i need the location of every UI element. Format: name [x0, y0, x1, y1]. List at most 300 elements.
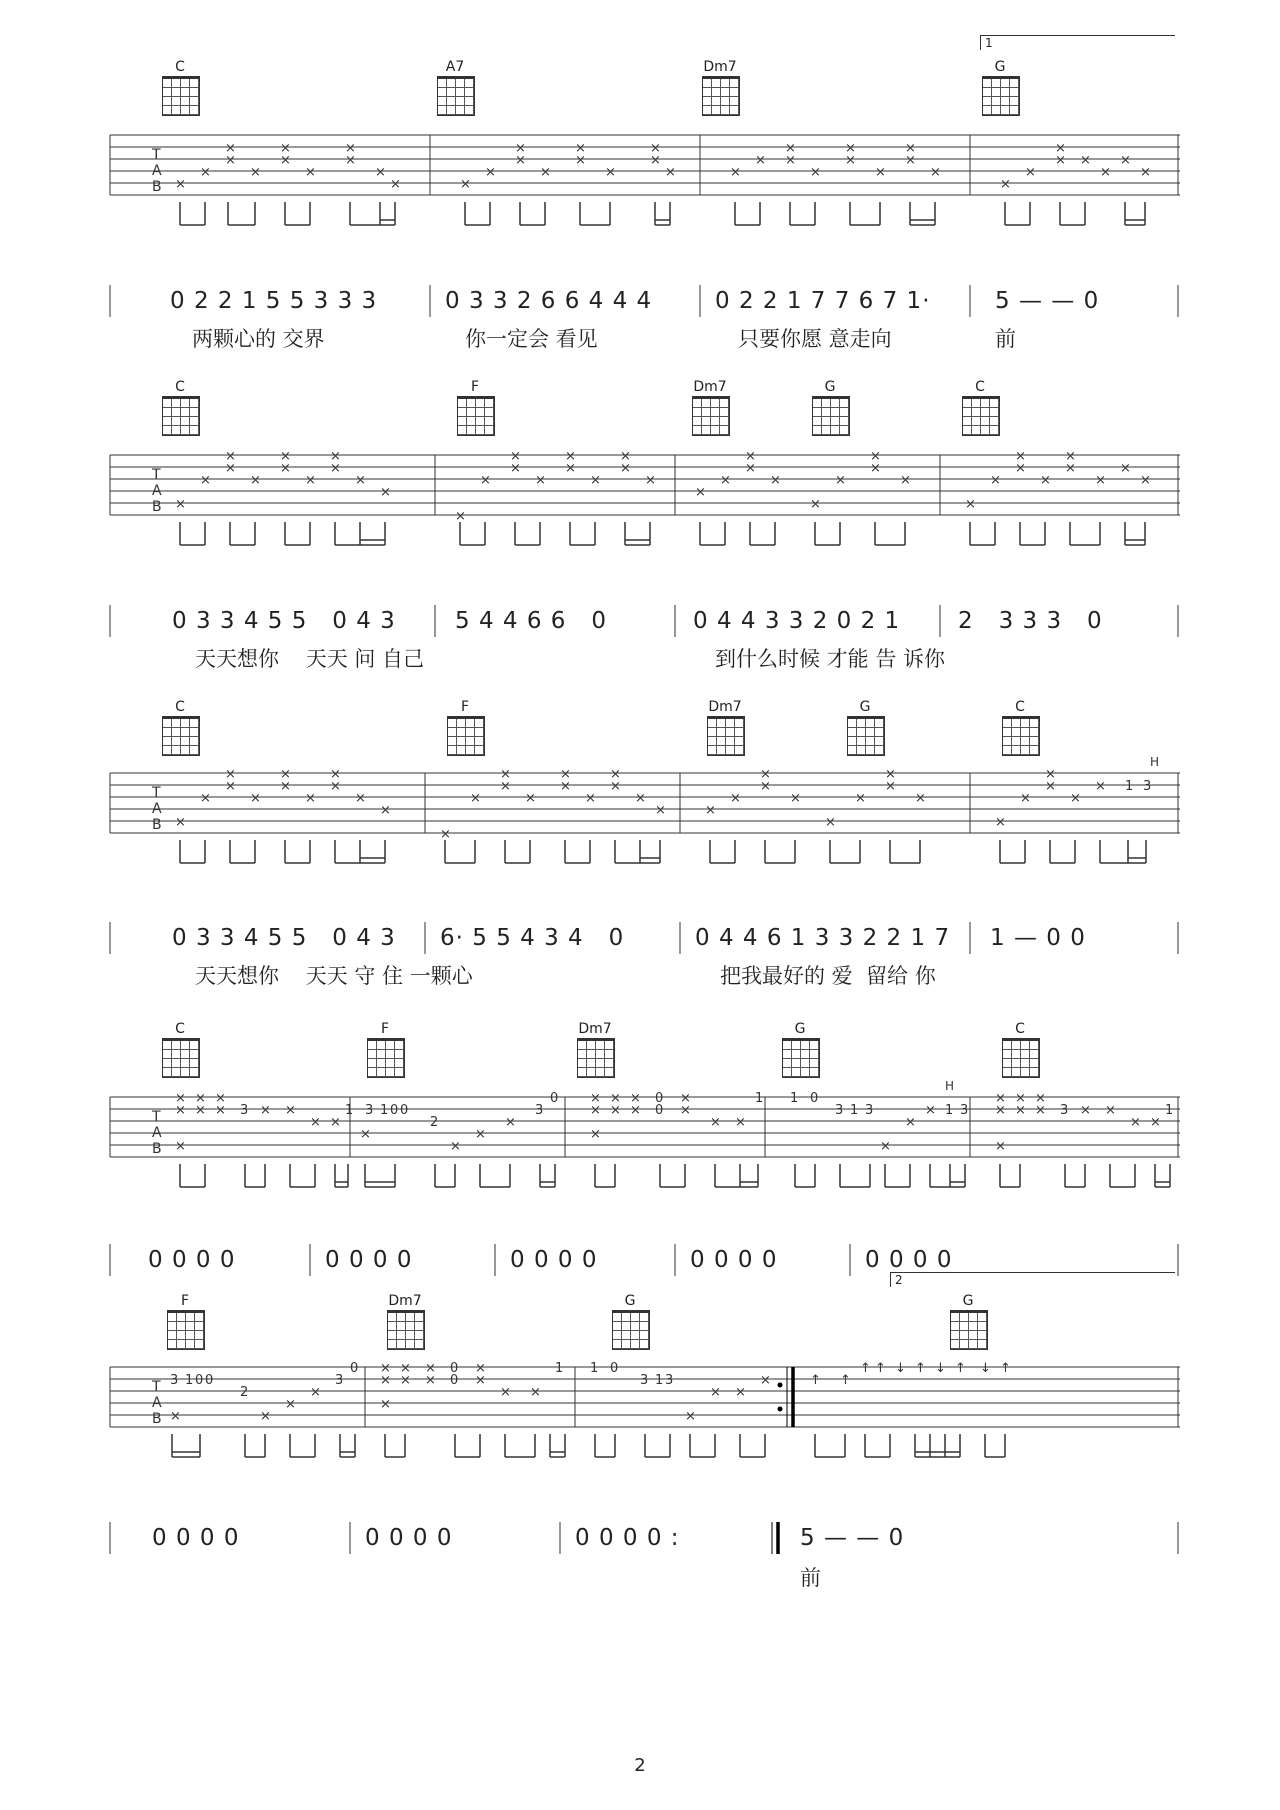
- svg-text:×: ×: [870, 449, 881, 464]
- svg-text:×: ×: [845, 141, 856, 156]
- svg-text:×: ×: [810, 497, 821, 512]
- svg-text:↑: ↑: [860, 1361, 871, 1376]
- chord-diagram: C: [990, 698, 1050, 716]
- svg-text:×: ×: [380, 803, 391, 818]
- svg-text:×: ×: [585, 791, 596, 806]
- svg-text:×: ×: [745, 449, 756, 464]
- svg-text:×: ×: [390, 177, 401, 192]
- svg-text:×: ×: [175, 1103, 186, 1118]
- svg-text:×: ×: [305, 791, 316, 806]
- tab-staff: [110, 450, 1180, 565]
- svg-text:×: ×: [720, 473, 731, 488]
- svg-text:×: ×: [645, 473, 656, 488]
- tab-staff: [110, 1362, 1180, 1477]
- svg-text:A: A: [152, 801, 162, 817]
- svg-text:×: ×: [590, 1103, 601, 1118]
- svg-text:×: ×: [1025, 165, 1036, 180]
- svg-text:1: 1: [850, 1103, 859, 1118]
- svg-text:3: 3: [335, 1373, 344, 1388]
- svg-text:×: ×: [630, 1091, 641, 1106]
- svg-text:×: ×: [425, 1361, 436, 1376]
- chord-grid: [367, 1038, 405, 1078]
- svg-text:×: ×: [1080, 1103, 1091, 1118]
- svg-text:×: ×: [575, 153, 586, 168]
- svg-text:×: ×: [280, 153, 291, 168]
- measure: 0 4 4 6 1 3 3 2 2 1 7: [695, 925, 951, 951]
- chord-grid: [782, 1038, 820, 1078]
- tab-staff: [110, 755, 1180, 883]
- chord-grid: [447, 716, 485, 756]
- svg-text:B: B: [152, 499, 162, 515]
- svg-text:×: ×: [345, 141, 356, 156]
- svg-text:×: ×: [560, 767, 571, 782]
- svg-text:×: ×: [500, 767, 511, 782]
- svg-text:1: 1: [380, 1103, 389, 1118]
- svg-text:×: ×: [285, 1103, 296, 1118]
- svg-text:T: T: [152, 785, 161, 801]
- lyric: 到什么时候 才能 告 诉你: [715, 647, 946, 671]
- svg-text:×: ×: [380, 1397, 391, 1412]
- svg-text:×: ×: [1065, 461, 1076, 476]
- svg-text:×: ×: [500, 779, 511, 794]
- svg-text:×: ×: [260, 1409, 271, 1424]
- svg-text:×: ×: [225, 153, 236, 168]
- svg-text:A: A: [152, 1395, 162, 1411]
- svg-text:×: ×: [280, 779, 291, 794]
- svg-text:×: ×: [330, 779, 341, 794]
- measure: 0 0 0 0: [148, 1247, 236, 1273]
- hammer-on-mark: H: [945, 1079, 955, 1093]
- measure: 0 2 2 1 7 7 6 7 1·: [715, 288, 931, 314]
- svg-text:×: ×: [770, 473, 781, 488]
- svg-text:×: ×: [175, 815, 186, 830]
- svg-text:×: ×: [870, 461, 881, 476]
- svg-text:1: 1: [345, 1103, 354, 1118]
- svg-text:×: ×: [455, 509, 466, 524]
- svg-text:×: ×: [1150, 1115, 1161, 1130]
- svg-text:×: ×: [515, 153, 526, 168]
- lyrics-line: [110, 643, 1180, 673]
- svg-text:×: ×: [285, 1397, 296, 1412]
- svg-text:3: 3: [665, 1373, 674, 1388]
- svg-text:×: ×: [1020, 791, 1031, 806]
- svg-text:×: ×: [880, 1139, 891, 1154]
- svg-text:×: ×: [460, 177, 471, 192]
- chord-grid: [162, 1038, 200, 1078]
- svg-text:1: 1: [1165, 1103, 1174, 1118]
- svg-text:×: ×: [200, 791, 211, 806]
- measure: 0 0 0 0: [365, 1525, 453, 1551]
- svg-text:×: ×: [250, 165, 261, 180]
- chord-diagram: C: [950, 378, 1010, 396]
- svg-text:×: ×: [630, 1103, 641, 1118]
- lyric: 天天想你 天天 问 自己: [195, 647, 425, 671]
- chord-diagram: Dm7: [680, 378, 740, 396]
- numbered-notation: [110, 1522, 1180, 1554]
- svg-text:×: ×: [1015, 449, 1026, 464]
- chord-diagram: G: [600, 1292, 660, 1310]
- svg-text:×: ×: [905, 1115, 916, 1130]
- numbered-notation: [110, 605, 1180, 637]
- svg-text:×: ×: [760, 779, 771, 794]
- svg-text:×: ×: [225, 461, 236, 476]
- svg-text:×: ×: [635, 791, 646, 806]
- svg-text:×: ×: [330, 767, 341, 782]
- measure: 0 3 3 4 5 5 0 4 3: [172, 925, 396, 951]
- numbered-notation: [110, 285, 1180, 317]
- svg-text:0: 0: [550, 1091, 559, 1106]
- svg-text:×: ×: [560, 779, 571, 794]
- chord-grid: [162, 396, 200, 436]
- svg-text:3: 3: [640, 1373, 649, 1388]
- svg-text:×: ×: [510, 461, 521, 476]
- svg-text:×: ×: [1120, 461, 1131, 476]
- svg-text:3: 3: [960, 1103, 969, 1118]
- svg-text:×: ×: [225, 779, 236, 794]
- svg-text:A: A: [152, 1125, 162, 1141]
- svg-text:×: ×: [1045, 779, 1056, 794]
- svg-text:×: ×: [400, 1361, 411, 1376]
- svg-text:×: ×: [590, 1091, 601, 1106]
- svg-text:×: ×: [1140, 473, 1151, 488]
- svg-text:2: 2: [430, 1115, 439, 1130]
- svg-text:1: 1: [185, 1373, 194, 1388]
- svg-text:3: 3: [170, 1373, 179, 1388]
- svg-text:×: ×: [505, 1115, 516, 1130]
- chord-diagram: A7: [425, 58, 485, 76]
- svg-text:×: ×: [685, 1409, 696, 1424]
- svg-text:×: ×: [440, 827, 451, 842]
- chord-diagram: Dm7: [375, 1292, 435, 1310]
- svg-text:×: ×: [845, 153, 856, 168]
- measure: 0 0 0 0: [865, 1247, 953, 1273]
- svg-text:T: T: [152, 467, 161, 483]
- svg-text:×: ×: [195, 1091, 206, 1106]
- chord-grid: [162, 716, 200, 756]
- svg-text:↑: ↑: [875, 1361, 886, 1376]
- svg-text:×: ×: [565, 461, 576, 476]
- chord-diagram: F: [445, 378, 505, 396]
- lyric: 前: [800, 1566, 821, 1590]
- svg-text:↑: ↑: [915, 1361, 926, 1376]
- svg-text:×: ×: [995, 1103, 1006, 1118]
- svg-text:×: ×: [1045, 767, 1056, 782]
- svg-text:×: ×: [195, 1103, 206, 1118]
- svg-text:×: ×: [310, 1115, 321, 1130]
- svg-text:B: B: [152, 817, 162, 833]
- svg-text:×: ×: [1100, 165, 1111, 180]
- chord-grid: [437, 76, 475, 116]
- measure: 2 3 3 3 0: [958, 608, 1103, 634]
- tab-staff: [110, 1079, 1180, 1207]
- chord-diagram: Dm7: [695, 698, 755, 716]
- svg-text:×: ×: [885, 779, 896, 794]
- svg-text:×: ×: [785, 141, 796, 156]
- measure: 0 2 2 1 5 5 3 3 3: [170, 288, 378, 314]
- chord-grid: [1002, 716, 1040, 756]
- chord-diagram: G: [970, 58, 1030, 76]
- lyrics-line: [110, 323, 1180, 353]
- svg-text:×: ×: [280, 767, 291, 782]
- svg-text:0: 0: [450, 1361, 459, 1376]
- svg-text:×: ×: [710, 1385, 721, 1400]
- svg-text:×: ×: [1120, 153, 1131, 168]
- svg-text:×: ×: [1080, 153, 1091, 168]
- svg-text:×: ×: [905, 153, 916, 168]
- chord-grid: [457, 396, 495, 436]
- svg-text:×: ×: [1130, 1115, 1141, 1130]
- measure: 5 — — 0: [800, 1525, 905, 1551]
- svg-text:×: ×: [735, 1115, 746, 1130]
- page-number: 2: [634, 1755, 646, 1776]
- svg-text:↑: ↑: [810, 1373, 821, 1388]
- svg-text:B: B: [152, 1141, 162, 1157]
- chord-diagram: C: [150, 1020, 210, 1038]
- svg-text:×: ×: [1095, 473, 1106, 488]
- chord-diagram: F: [435, 698, 495, 716]
- svg-text:×: ×: [475, 1373, 486, 1388]
- chord-diagram: C: [150, 698, 210, 716]
- svg-text:×: ×: [680, 1091, 691, 1106]
- svg-text:×: ×: [655, 803, 666, 818]
- chord-grid: [962, 396, 1000, 436]
- svg-text:0: 0: [350, 1361, 359, 1376]
- svg-text:×: ×: [730, 165, 741, 180]
- svg-text:×: ×: [200, 165, 211, 180]
- svg-text:×: ×: [1065, 449, 1076, 464]
- svg-text:1: 1: [590, 1361, 599, 1376]
- svg-text:×: ×: [500, 1385, 511, 1400]
- svg-text:×: ×: [225, 767, 236, 782]
- measure: 5 — — 0: [995, 288, 1100, 314]
- chord-grid: [702, 76, 740, 116]
- svg-text:×: ×: [380, 1361, 391, 1376]
- chord-grid: [167, 1310, 205, 1350]
- lyric: 前: [995, 327, 1016, 351]
- svg-text:0: 0: [610, 1361, 619, 1376]
- svg-text:×: ×: [375, 165, 386, 180]
- chord-diagram: G: [800, 378, 860, 396]
- lyric: 你一定会 看见: [465, 327, 598, 351]
- svg-text:×: ×: [355, 473, 366, 488]
- svg-text:×: ×: [575, 141, 586, 156]
- svg-text:T: T: [152, 147, 161, 163]
- svg-text:×: ×: [485, 165, 496, 180]
- svg-text:0: 0: [205, 1373, 214, 1388]
- measure: 0 0 0 0: [690, 1247, 778, 1273]
- svg-text:×: ×: [930, 165, 941, 180]
- svg-text:1: 1: [945, 1103, 954, 1118]
- chord-diagram: C: [990, 1020, 1050, 1038]
- tab-staff: [110, 130, 1180, 245]
- svg-text:×: ×: [260, 1103, 271, 1118]
- tab-staff-lines: [110, 1362, 1180, 1477]
- lyric: 两颗心的 交界: [192, 327, 325, 351]
- volta-1: 1: [980, 35, 1175, 50]
- svg-text:×: ×: [650, 141, 661, 156]
- chord-diagram: G: [938, 1292, 998, 1310]
- svg-text:×: ×: [610, 767, 621, 782]
- measure: 0 0 0 0: [325, 1247, 413, 1273]
- chord-diagram: C: [150, 58, 210, 76]
- tab-staff-lines: [110, 755, 1180, 883]
- svg-text:×: ×: [925, 1103, 936, 1118]
- svg-text:×: ×: [200, 473, 211, 488]
- svg-text:×: ×: [480, 473, 491, 488]
- measure: 0 3 3 4 5 5 0 4 3: [172, 608, 396, 634]
- svg-text:×: ×: [515, 141, 526, 156]
- svg-text:×: ×: [425, 1373, 436, 1388]
- svg-text:×: ×: [755, 153, 766, 168]
- chord-grid: [707, 716, 745, 756]
- svg-text:↑: ↑: [1000, 1361, 1011, 1376]
- svg-text:×: ×: [400, 1373, 411, 1388]
- svg-text:×: ×: [540, 165, 551, 180]
- svg-text:×: ×: [610, 1103, 621, 1118]
- measure: 5 4 4 6 6 0: [455, 608, 607, 634]
- svg-text:0: 0: [655, 1091, 664, 1106]
- chord-diagram: F: [355, 1020, 415, 1038]
- svg-text:×: ×: [760, 1373, 771, 1388]
- svg-text:×: ×: [990, 473, 1001, 488]
- chord-grid: [847, 716, 885, 756]
- svg-text:×: ×: [250, 791, 261, 806]
- svg-text:3: 3: [1060, 1103, 1069, 1118]
- chord-grid: [162, 76, 200, 116]
- svg-text:×: ×: [215, 1103, 226, 1118]
- svg-text:×: ×: [250, 473, 261, 488]
- svg-text:×: ×: [760, 767, 771, 782]
- measure: 0 3 3 2 6 6 4 4 4: [445, 288, 653, 314]
- svg-text:×: ×: [355, 791, 366, 806]
- svg-text:×: ×: [215, 1091, 226, 1106]
- svg-text:×: ×: [1055, 141, 1066, 156]
- svg-text:1: 1: [1125, 779, 1134, 794]
- svg-text:×: ×: [1000, 177, 1011, 192]
- chord-diagram: C: [150, 378, 210, 396]
- svg-text:×: ×: [225, 141, 236, 156]
- svg-text:0: 0: [195, 1373, 204, 1388]
- svg-text:↓: ↓: [895, 1361, 906, 1376]
- svg-text:×: ×: [280, 461, 291, 476]
- svg-text:×: ×: [475, 1361, 486, 1376]
- svg-text:×: ×: [565, 449, 576, 464]
- svg-text:×: ×: [900, 473, 911, 488]
- svg-text:×: ×: [995, 815, 1006, 830]
- chord-diagram: Dm7: [690, 58, 750, 76]
- svg-text:×: ×: [1070, 791, 1081, 806]
- svg-text:×: ×: [1095, 779, 1106, 794]
- svg-text:×: ×: [835, 473, 846, 488]
- svg-text:A: A: [152, 163, 162, 179]
- svg-text:×: ×: [730, 791, 741, 806]
- measure: 0 0 0 0 :: [575, 1525, 680, 1551]
- svg-text:×: ×: [825, 815, 836, 830]
- svg-text:×: ×: [665, 165, 676, 180]
- chord-diagram: Dm7: [565, 1020, 625, 1038]
- svg-text:×: ×: [175, 177, 186, 192]
- svg-text:×: ×: [790, 791, 801, 806]
- measure: 0 4 4 3 3 2 0 2 1: [693, 608, 901, 634]
- svg-text:×: ×: [510, 449, 521, 464]
- svg-text:×: ×: [175, 497, 186, 512]
- svg-text:×: ×: [330, 1115, 341, 1130]
- svg-text:×: ×: [1035, 1091, 1046, 1106]
- svg-text:×: ×: [1035, 1103, 1046, 1118]
- svg-text:×: ×: [1040, 473, 1051, 488]
- svg-text:×: ×: [1015, 1091, 1026, 1106]
- svg-text:×: ×: [610, 779, 621, 794]
- lyric: 天天想你 天天 守 住 一颗心: [195, 964, 473, 988]
- svg-text:×: ×: [1055, 153, 1066, 168]
- svg-text:×: ×: [620, 449, 631, 464]
- measure: 1 — 0 0: [990, 925, 1086, 951]
- svg-text:×: ×: [170, 1409, 181, 1424]
- svg-text:×: ×: [175, 1091, 186, 1106]
- tab-staff-lines: [110, 130, 1180, 245]
- svg-text:×: ×: [530, 1385, 541, 1400]
- svg-text:3: 3: [865, 1103, 874, 1118]
- chord-grid: [577, 1038, 615, 1078]
- chord-diagram: F: [155, 1292, 215, 1310]
- svg-text:×: ×: [905, 141, 916, 156]
- svg-text:×: ×: [305, 473, 316, 488]
- svg-text:×: ×: [1105, 1103, 1116, 1118]
- svg-text:×: ×: [360, 1127, 371, 1142]
- svg-text:3: 3: [240, 1103, 249, 1118]
- svg-text:×: ×: [915, 791, 926, 806]
- svg-text:↓: ↓: [980, 1361, 991, 1376]
- svg-text:×: ×: [525, 791, 536, 806]
- svg-text:×: ×: [995, 1091, 1006, 1106]
- chord-grid: [692, 396, 730, 436]
- hammer-on-mark: H: [1150, 755, 1160, 769]
- svg-text:×: ×: [450, 1139, 461, 1154]
- svg-text:×: ×: [310, 1385, 321, 1400]
- svg-text:↓: ↓: [935, 1361, 946, 1376]
- chord-grid: [982, 76, 1020, 116]
- svg-text:×: ×: [1015, 1103, 1026, 1118]
- svg-text:1: 1: [790, 1091, 799, 1106]
- svg-text:×: ×: [695, 485, 706, 500]
- measure: 0 0 0 0: [510, 1247, 598, 1273]
- svg-text:↑: ↑: [840, 1373, 851, 1388]
- tab-staff-lines: [110, 1079, 1180, 1207]
- lyrics-line: [110, 1562, 1180, 1592]
- tab-staff-lines: [110, 450, 1180, 565]
- svg-text:3: 3: [535, 1103, 544, 1118]
- svg-text:×: ×: [345, 153, 356, 168]
- svg-text:×: ×: [330, 461, 341, 476]
- svg-text:×: ×: [470, 791, 481, 806]
- svg-text:×: ×: [380, 485, 391, 500]
- svg-text:×: ×: [280, 141, 291, 156]
- svg-text:×: ×: [330, 449, 341, 464]
- svg-text:×: ×: [475, 1127, 486, 1142]
- svg-text:0: 0: [400, 1103, 409, 1118]
- svg-text:×: ×: [810, 165, 821, 180]
- svg-text:0: 0: [655, 1103, 664, 1118]
- lyric: 把我最好的 爱 留给 你: [720, 964, 936, 988]
- svg-text:×: ×: [610, 1091, 621, 1106]
- chord-grid: [950, 1310, 988, 1350]
- svg-text:B: B: [152, 179, 162, 195]
- svg-text:1: 1: [555, 1361, 564, 1376]
- svg-text:0: 0: [390, 1103, 399, 1118]
- svg-text:×: ×: [710, 1115, 721, 1130]
- svg-text:×: ×: [875, 165, 886, 180]
- svg-text:×: ×: [225, 449, 236, 464]
